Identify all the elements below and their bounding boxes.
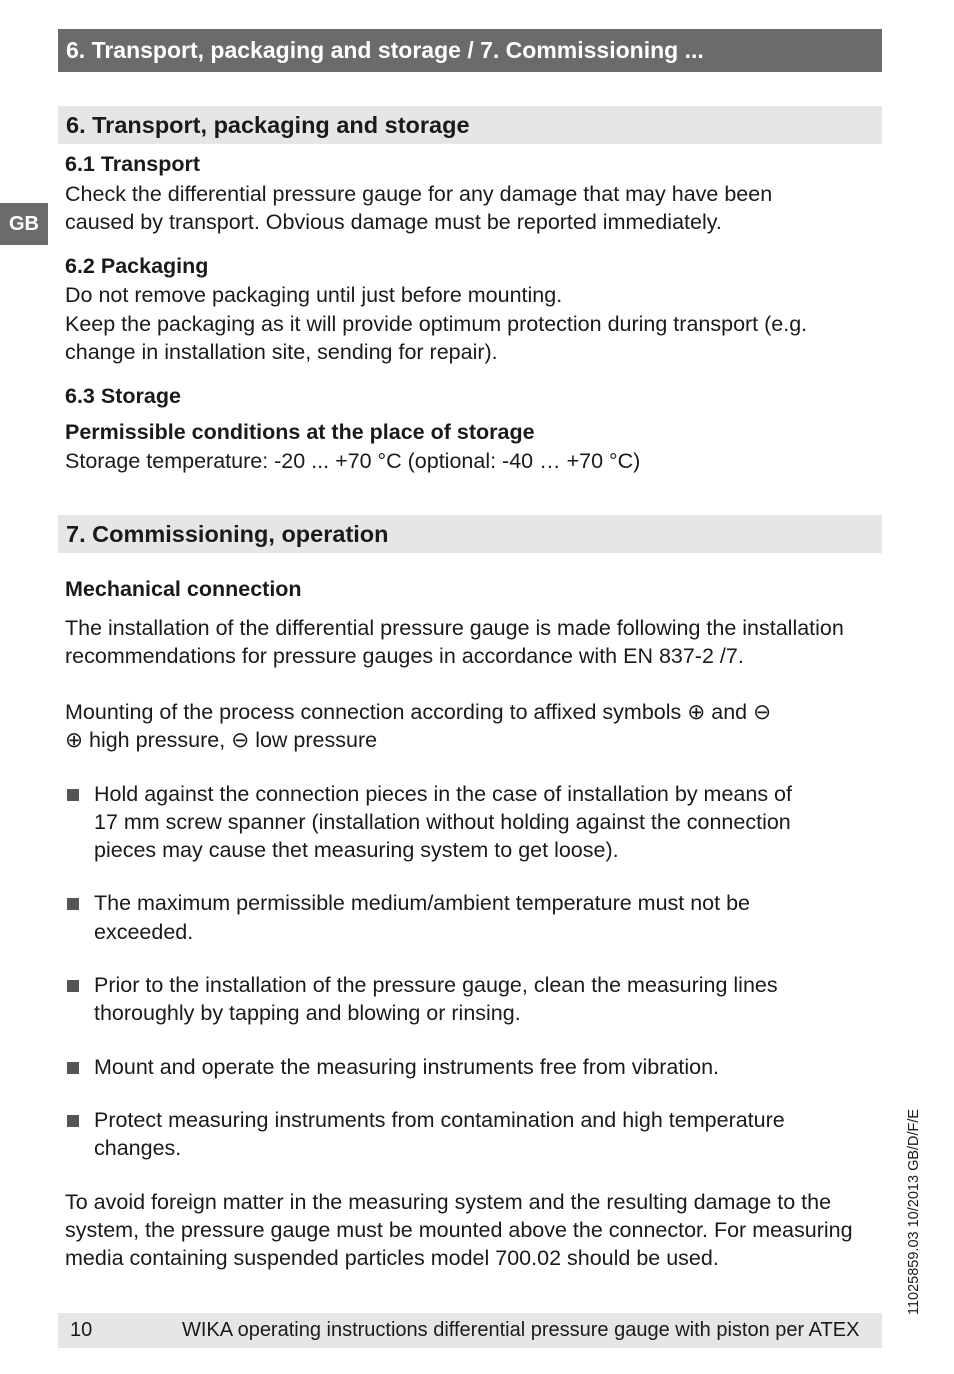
bullet-5-line-1: Protect measuring instruments from contamination and high temperature xyxy=(94,1108,785,1132)
bullet-square-icon xyxy=(67,898,79,910)
symbol-line-1: Mounting of the process connection according to affixed symbols ⊕ and ⊖ xyxy=(65,700,772,724)
intro-line-2: recommendations for pressure gauges in accordance with EN 837-2 /7. xyxy=(65,644,744,668)
closing-line-3: media containing suspended particles model 700.02 should be used. xyxy=(65,1246,719,1270)
storage-heading: 6.3 Storage xyxy=(65,384,181,408)
closing-line-2: system, the pressure gauge must be mounted above the connector. For measuring xyxy=(65,1218,853,1242)
bullet-1-line-3: pieces may cause thet measuring system to get loose). xyxy=(94,838,619,862)
section-7-title: 7. Commissioning, operation xyxy=(58,515,882,553)
packaging-line-3: change in installation site, sending for repair). xyxy=(65,340,498,364)
bullet-4-line-1: Mount and operate the measuring instruments free from vibration. xyxy=(94,1055,720,1079)
bullet-square-icon xyxy=(67,980,79,992)
mechanical-connection-heading: Mechanical connection xyxy=(65,577,302,601)
page-footer xyxy=(58,1313,882,1348)
intro-line-1: The installation of the differential pressure gauge is made following the installation xyxy=(65,616,844,640)
bullet-2-line-2: exceeded. xyxy=(94,920,194,944)
packaging-line-2: Keep the packaging as it will provide optimum protection during transport (e.g. xyxy=(65,312,808,336)
transport-heading: 6.1 Transport xyxy=(65,152,201,176)
document-code: 11025859.03 10/2013 GB/D/F/E xyxy=(906,1108,922,1315)
transport-line-1: Check the differential pressure gauge for any damage that may have been xyxy=(65,182,773,206)
packaging-heading: 6.2 Packaging xyxy=(65,254,209,278)
language-tab: GB xyxy=(0,203,48,245)
bullet-square-icon xyxy=(67,1115,79,1127)
footer-title: WIKA operating instructions differential pressure gauge with piston per ATEX xyxy=(182,1319,860,1341)
bullet-5-line-2: changes. xyxy=(94,1136,182,1160)
bullet-3-line-2: thoroughly by tapping and blowing or rinsing. xyxy=(94,1001,521,1025)
storage-temperature: Storage temperature: -20 ... +70 °C (optional: -40 … +70 °C) xyxy=(65,449,641,473)
section-6-title: 6. Transport, packaging and storage xyxy=(58,106,882,144)
bullet-square-icon xyxy=(67,1062,79,1074)
bullet-3-line-1: Prior to the installation of the pressure gauge, clean the measuring lines xyxy=(94,973,778,997)
page-header: 6. Transport, packaging and storage / 7. Commissioning ... xyxy=(58,29,882,72)
storage-subheading: Permissible conditions at the place of storage xyxy=(65,420,535,444)
bullet-square-icon xyxy=(67,789,79,801)
closing-line-1: To avoid foreign matter in the measuring system and the resulting damage to the xyxy=(65,1190,832,1214)
bullet-1-line-1: Hold against the connection pieces in the case of installation by means of xyxy=(94,782,792,806)
page-number: 10 xyxy=(70,1319,93,1341)
packaging-line-1: Do not remove packaging until just before mounting. xyxy=(65,283,563,307)
bullet-1-line-2: 17 mm screw spanner (installation without holding against the connection xyxy=(94,810,791,834)
transport-line-2: caused by transport. Obvious damage must be reported immediately. xyxy=(65,210,722,234)
symbol-line-2: ⊕ high pressure, ⊖ low pressure xyxy=(65,728,378,752)
bullet-2-line-1: The maximum permissible medium/ambient temperature must not be xyxy=(94,891,751,915)
